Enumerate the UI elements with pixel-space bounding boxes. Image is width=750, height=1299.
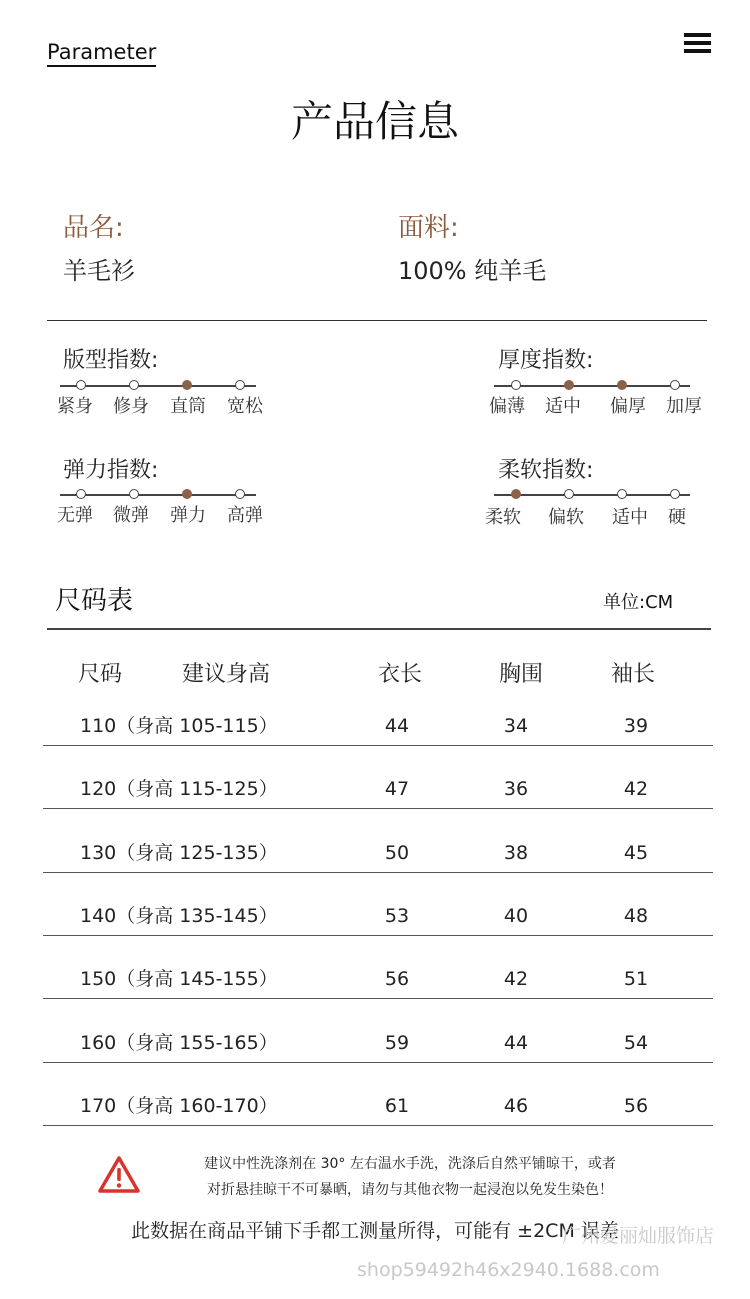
softness-scale-dot <box>617 489 627 499</box>
softness-index-scale <box>494 485 690 505</box>
row-length: 47 <box>384 778 410 801</box>
product-name-label: 品名: <box>63 213 124 243</box>
row-sleeve: 56 <box>623 1094 649 1117</box>
thickness-option-label: 偏厚 <box>610 396 646 417</box>
page-title: 产品信息 <box>290 97 459 146</box>
watermark-shop-name: 广州爱丽灿服饰店 <box>562 1225 715 1247</box>
thickness-scale-dot <box>511 380 521 390</box>
fit-index-title: 版型指数: <box>63 348 159 373</box>
row-chest: 40 <box>503 904 529 927</box>
thickness-scale-dot <box>564 380 574 390</box>
row-sleeve: 39 <box>623 715 649 737</box>
softness-index-title: 柔软指数: <box>498 458 594 483</box>
thickness-scale-dot <box>670 380 680 390</box>
softness-scale-dot <box>670 489 680 499</box>
row-divider <box>43 998 713 999</box>
thickness-option-label: 适中 <box>545 396 581 417</box>
row-size-height: 160（身高 155-165） <box>80 1031 278 1054</box>
row-size-height: 170（身高 160-170） <box>80 1094 278 1117</box>
row-divider <box>43 872 713 873</box>
divider <box>47 320 707 321</box>
softness-scale-dot <box>564 489 574 499</box>
elasticity-scale-line <box>60 494 256 496</box>
watermark-url: shop59492h46x2940.1688.com <box>357 1259 660 1281</box>
elasticity-option-label: 无弹 <box>57 505 93 526</box>
elasticity-index-title: 弹力指数: <box>63 458 159 483</box>
fit-option-label: 宽松 <box>227 396 263 417</box>
warning-icon <box>97 1155 141 1195</box>
softness-scale-line <box>494 494 690 496</box>
row-divider <box>43 808 713 809</box>
thickness-index-scale <box>494 376 690 396</box>
row-chest: 36 <box>503 778 529 801</box>
row-chest: 34 <box>503 715 529 737</box>
row-length: 50 <box>384 841 410 864</box>
softness-option-label: 适中 <box>612 507 648 528</box>
row-length: 59 <box>384 1031 410 1054</box>
size-table-title: 尺码表 <box>55 586 134 616</box>
elasticity-option-label: 弹力 <box>170 505 206 526</box>
elasticity-scale-dot <box>182 489 192 499</box>
care-text-line2: 对折悬挂晾干不可暴晒，请勿与其他衣物一起浸泡以免发生染色！ <box>207 1182 613 1198</box>
fit-option-label: 修身 <box>113 396 149 417</box>
row-sleeve: 54 <box>623 1031 649 1054</box>
thickness-index-title: 厚度指数: <box>498 348 594 373</box>
fit-option-label: 直筒 <box>170 396 206 417</box>
fit-scale-dot <box>129 380 139 390</box>
row-sleeve: 45 <box>623 841 649 864</box>
row-length: 53 <box>384 904 410 927</box>
header-sleeve: 袖长 <box>611 662 656 687</box>
elasticity-scale-dot <box>76 489 86 499</box>
softness-option-label: 柔软 <box>485 507 521 528</box>
row-size-height: 120（身高 115-125） <box>80 778 278 801</box>
row-chest: 42 <box>503 968 529 991</box>
header-chest: 胸围 <box>499 662 544 687</box>
fit-option-label: 紧身 <box>57 396 93 417</box>
softness-option-label: 硬 <box>668 507 686 528</box>
row-size-height: 110（身高 105-115） <box>80 715 278 737</box>
elasticity-option-label: 微弹 <box>113 505 149 526</box>
row-chest: 46 <box>503 1094 529 1117</box>
row-length: 61 <box>384 1094 410 1117</box>
row-sleeve: 48 <box>623 904 649 927</box>
elasticity-index-scale <box>60 485 256 505</box>
measurement-note: 此数据在商品平铺下手都工测量所得，可能有 ±2CM 误差 <box>131 1220 619 1242</box>
row-divider <box>43 745 713 746</box>
header-length: 衣长 <box>378 662 423 687</box>
row-size-height: 140（身高 135-145） <box>80 904 278 927</box>
fit-scale-dot <box>235 380 245 390</box>
size-table-divider <box>47 628 711 630</box>
thickness-option-label: 加厚 <box>666 396 702 417</box>
parameter-heading: Parameter <box>47 40 156 67</box>
header-size: 尺码 <box>78 662 123 687</box>
fabric-value: 100% 纯羊毛 <box>398 257 547 285</box>
fabric-label: 面料: <box>398 213 459 243</box>
row-chest: 38 <box>503 841 529 864</box>
elasticity-scale-dot <box>235 489 245 499</box>
row-size-height: 150（身高 145-155） <box>80 968 278 991</box>
row-length: 44 <box>384 715 410 737</box>
elasticity-option-label: 高弹 <box>227 505 263 526</box>
row-divider <box>43 935 713 936</box>
thickness-option-label: 偏薄 <box>489 396 525 417</box>
row-divider <box>43 1062 713 1063</box>
row-sleeve: 42 <box>623 778 649 801</box>
elasticity-scale-dot <box>129 489 139 499</box>
row-length: 56 <box>384 968 410 991</box>
row-chest: 44 <box>503 1031 529 1054</box>
care-text-line1: 建议中性洗涤剂在 30° 左右温水手洗，洗涤后自然平铺晾干，或者 <box>204 1156 616 1172</box>
fit-index-scale <box>60 376 256 396</box>
menu-icon[interactable] <box>684 33 711 57</box>
fit-scale-dot <box>182 380 192 390</box>
fit-scale-line <box>60 385 256 387</box>
header-height: 建议身高 <box>182 662 271 687</box>
row-size-height: 130（身高 125-135） <box>80 841 278 864</box>
softness-index-labels <box>0 507 750 531</box>
product-name-value: 羊毛衫 <box>63 257 135 285</box>
softness-option-label: 偏软 <box>548 507 584 528</box>
thickness-scale-dot <box>617 380 627 390</box>
thickness-index-labels <box>0 396 750 420</box>
unit-label: 单位:CM <box>603 592 674 613</box>
fit-scale-dot <box>76 380 86 390</box>
thickness-scale-line <box>494 385 690 387</box>
row-divider <box>43 1125 713 1126</box>
row-sleeve: 51 <box>623 968 649 991</box>
softness-scale-dot <box>511 489 521 499</box>
